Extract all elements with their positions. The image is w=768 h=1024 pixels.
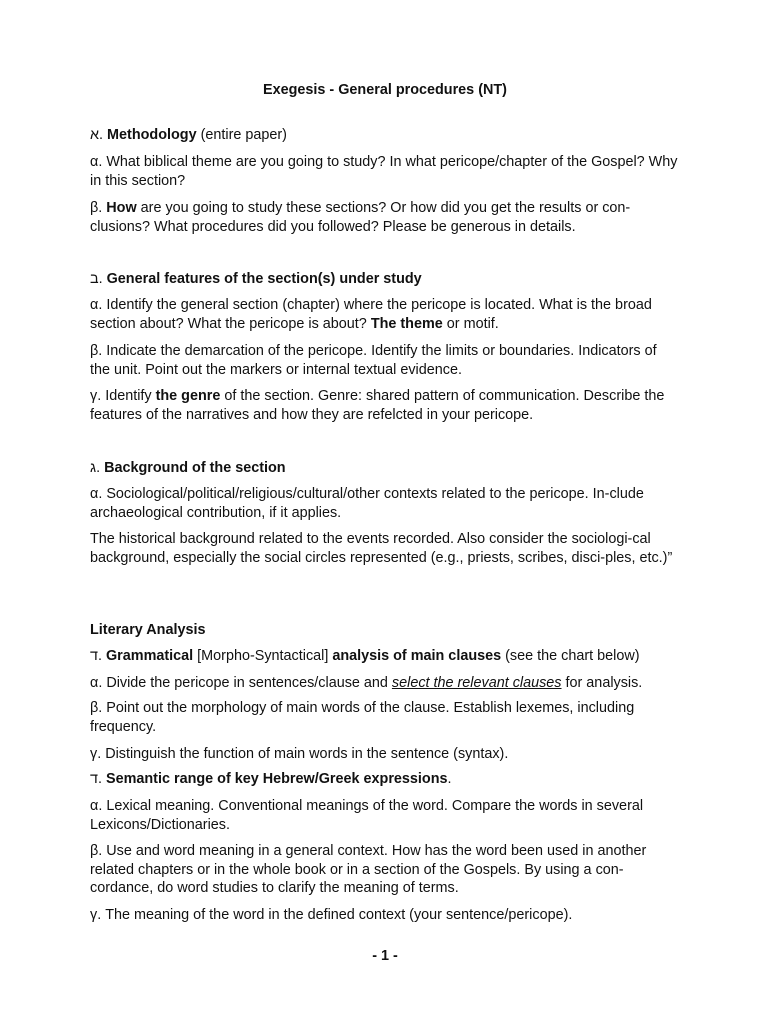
section-heading-text: Methodology — [107, 127, 197, 143]
paragraph: β. Use and word meaning in a general context. How has the word been used in another related chapters or in the whole book or in a section of the Gospels. By using a con-cordance, do word studies to clarify the meaning of terms. — [90, 843, 647, 896]
document-title: Exegesis - General procedures (NT) — [263, 82, 507, 98]
paragraph-text: (see the chart below) — [505, 648, 640, 664]
paragraph — [90, 674, 680, 693]
section-heading-text: General features of the section(s) under study — [106, 271, 422, 287]
paragraph: α. What biblical theme are you going to study? In what pericope/chapter of the Gospel? Why in this section? — [90, 154, 678, 189]
section-heading-literary-analysis: Literary Analysis — [90, 622, 206, 638]
bold-text: analysis of main clauses — [332, 648, 502, 664]
paragraph — [90, 387, 680, 424]
section-heading-methodology — [90, 126, 680, 145]
paragraph: γ. The meaning of the word in the defined context (your sentence/pericope). — [90, 907, 573, 923]
paragraph: β. Indicate the demarcation of the pericope. Identify the limits or boundaries. Indicators of the unit. Point out the markers or internal textual evidence. — [90, 343, 657, 378]
section-heading-text: Background of the section — [104, 460, 286, 476]
paragraph-text: [Morpho-Syntactical] — [197, 648, 329, 664]
section-marker: א. — [90, 127, 104, 143]
item-marker: β. — [90, 200, 103, 216]
paragraph — [90, 199, 680, 236]
section-heading-background — [90, 459, 680, 478]
emphasized-text: select the relevant clauses — [391, 675, 562, 691]
bold-text: How — [106, 200, 137, 216]
section-marker: ג. — [90, 460, 101, 476]
paragraph-text: γ. Identify — [90, 388, 152, 404]
paragraph-text: of the section. Genre: shared pattern of communication. Describe the features of the narratives and how they are refelcted in your pericope. — [90, 388, 665, 423]
paragraph-text: α. Divide the pericope in sentences/clause and — [90, 675, 388, 691]
paragraph: α. Sociological/political/religious/cultural/other contexts related to the pericope. In-clude archaeological contribution, if it applies. — [90, 486, 644, 521]
paragraph-text: . — [447, 771, 452, 787]
subsection-heading-semantic-range — [90, 770, 680, 789]
section-heading-note: (entire paper) — [200, 127, 287, 143]
paragraph: γ. Distinguish the function of main words in the sentence (syntax). — [90, 746, 509, 762]
section-heading-general-features — [90, 270, 680, 289]
section-marker: ד. — [90, 771, 102, 787]
bold-text: Semantic range of key Hebrew/Greek expressions — [105, 771, 448, 787]
page-number: - 1 - — [372, 948, 398, 964]
paragraph-text: are you going to study these sections? Or how did you get the results or con-clusions? What procedures did you followed? Please be generous in details. — [90, 200, 631, 235]
paragraph-text: α. Identify the general section (chapter) where the pericope is located. What is the broad section about? What the pericope is about? — [90, 297, 652, 332]
paragraph: β. Point out the morphology of main words of the clause. Establish lexemes, including frequency. — [90, 700, 635, 735]
bold-text: Grammatical — [105, 648, 194, 664]
paragraph-text: or motif. — [446, 315, 499, 332]
paragraph: α. Lexical meaning. Conventional meanings of the word. Compare the words in several Lexicons/Dictionaries. — [90, 798, 644, 833]
paragraph-text: for analysis. — [565, 675, 643, 691]
section-marker: ד. — [90, 648, 102, 664]
paragraph: The historical background related to the events recorded. Also consider the sociologi-cal background, especially the social circles represented (e.g., priests, scribes, disci-ples, etc.)” — [90, 531, 673, 566]
paragraph — [90, 296, 680, 333]
bold-text: the genre — [155, 388, 221, 404]
bold-text: The theme — [370, 315, 443, 332]
subsection-heading-grammatical — [90, 647, 680, 666]
section-marker: ב. — [90, 271, 103, 287]
